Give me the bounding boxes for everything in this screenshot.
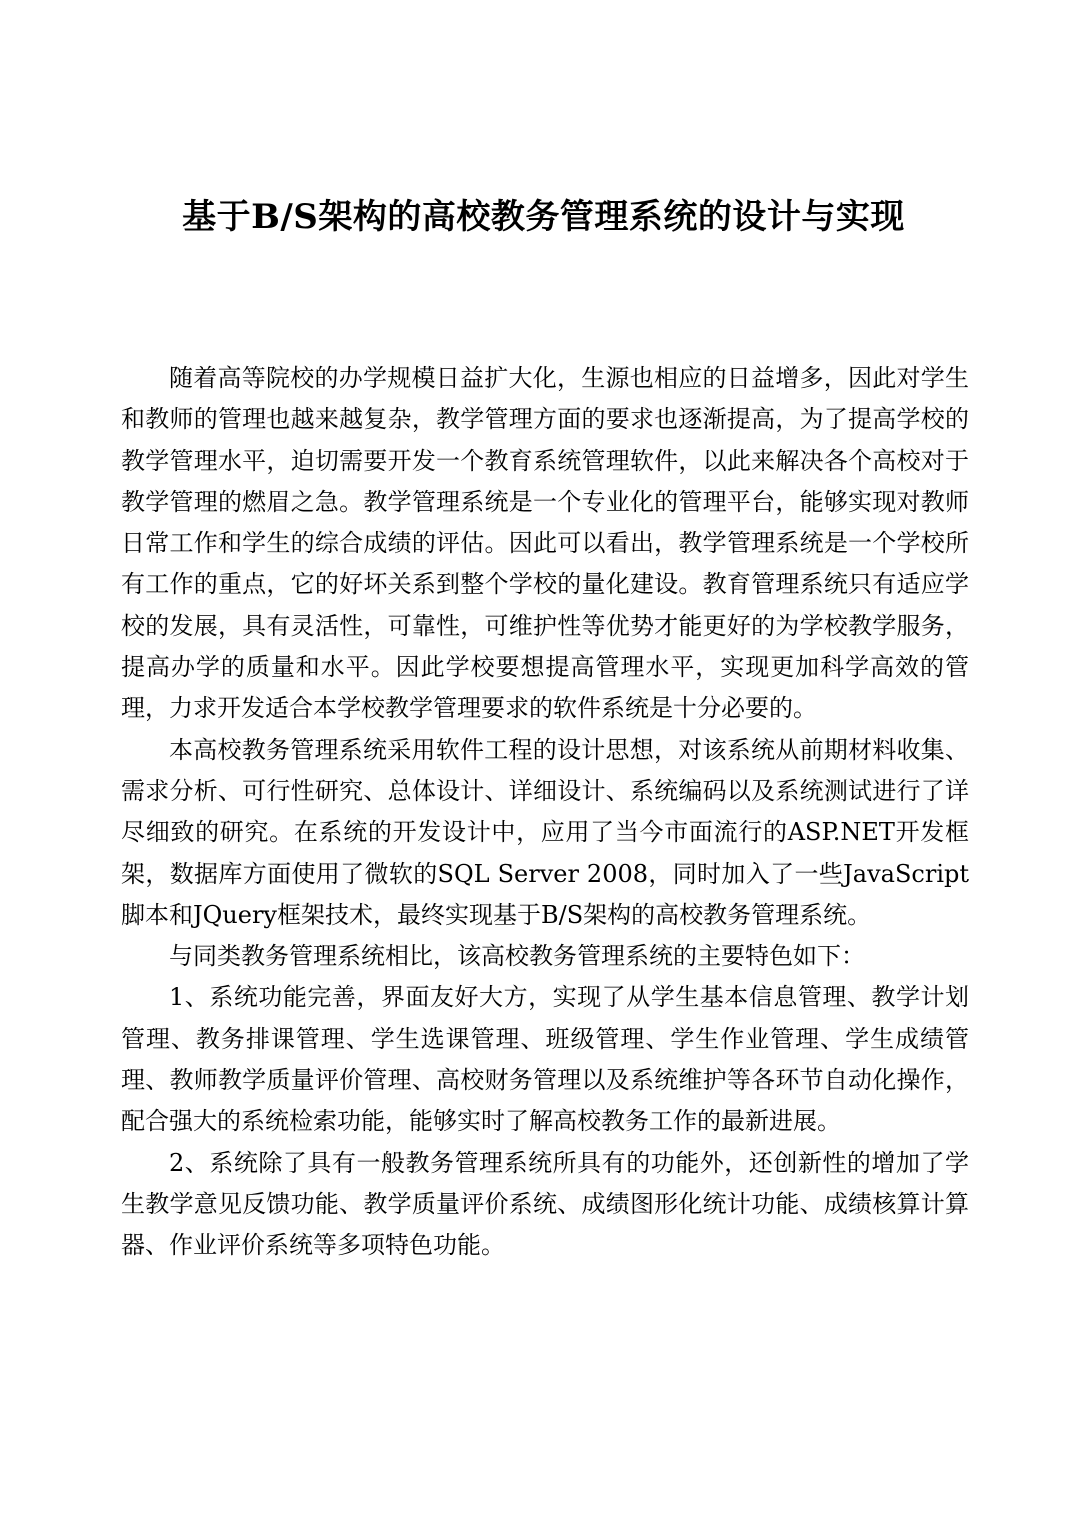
document-body bbox=[121, 358, 969, 1267]
paragraph-feature-1: 1、系统功能完善，界面友好大方，实现了从学生基本信息管理、教学计划管理、教务排课管理、学生选课管理、班级管理、学生作业管理、学生成绩管理、教师教学质量评价管理、高校财务管理以及系统维护等各环节自动化操作，配合强大的系统检索功能，能够实时了解高校教务工作的最新进展。 bbox=[121, 983, 969, 1136]
paragraph-features-lead: 与同类教务管理系统相比，该高校教务管理系统的主要特色如下： bbox=[169, 942, 865, 971]
document-title: 基于B/S架构的高校教务管理系统的设计与实现 bbox=[182, 196, 905, 237]
paragraph-feature-2: 2、系统除了具有一般教务管理系统所具有的功能外，还创新性的增加了学生教学意见反馈功能、教学质量评价系统、成绩图形化统计功能、成绩核算计算器、作业评价系统等多项特色功能。 bbox=[121, 1148, 969, 1260]
paragraph-system-design: 本高校教务管理系统采用软件工程的设计思想，对该系统从前期材料收集、需求分析、可行性研究、总体设计、详细设计、系统编码以及系统测试进行了详尽细致的研究。在系统的开发设计中，应用了当今市面流行的ASP.NET开发框架，数据库方面使用了微软的SQL Server 2008，同时加入了一些JavaScript脚本和JQuery框架技术，最终实现基于B/S架构的高校教务管理系统。 bbox=[121, 735, 969, 929]
paragraph-intro: 随着高等院校的办学规模日益扩大化，生源也相应的日益增多，因此对学生和教师的管理也越来越复杂，教学管理方面的要求也逐渐提高，为了提高学校的教学管理水平，迫切需要开发一个教育系统管理软件，以此来解决各个高校对于教学管理的燃眉之急。教学管理系统是一个专业化的管理平台，能够实现对教师日常工作和学生的综合成绩的评估。因此可以看出，教学管理系统是一个学校所有工作的重点，它的好坏关系到整个学校的量化建设。教育管理系统只有适应学校的发展，具有灵活性，可靠性，可维护性等优势才能更好的为学校教学服务，提高办学的质量和水平。因此学校要想提高管理水平，实现更加科学高效的管理，力求开发适合本学校教学管理要求的软件系统是十分必要的。 bbox=[121, 364, 969, 723]
